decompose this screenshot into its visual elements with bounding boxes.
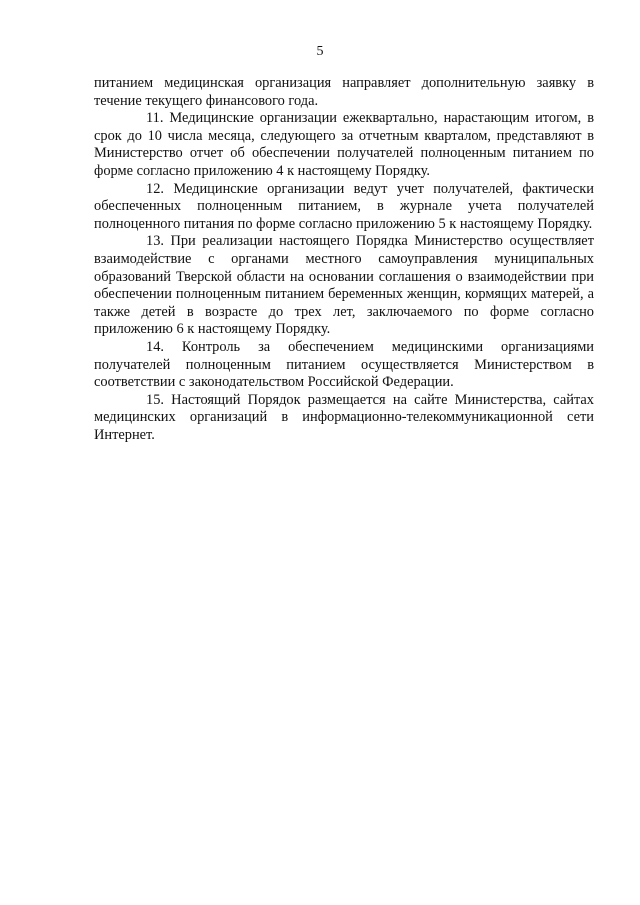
paragraph-continuation: питанием медицинская организация направляет дополнительную заявку в течение текущего финансового года. bbox=[94, 75, 594, 109]
paragraph-item-12: 12. Медицинские организации ведут учет получателей, фактически обеспеченных полноценным питанием, в журнале учета получателей полноценного питания по форме согласно приложению 5 к настоящему Порядку. bbox=[94, 180, 594, 232]
paragraph-item-14: 14. Контроль за обеспечением медицинскими организациями получателей полноценным питанием осуществляется Министерством в соответствии с законодательством Российской Федерации. bbox=[94, 338, 594, 391]
document-body bbox=[94, 75, 594, 444]
paragraph-item-13: 13. При реализации настоящего Порядка Министерство осуществляет взаимодействие с органами местного самоуправления муниципальных образований Тверской области на основании соглашения о взаимодействии при обеспечении полноценным питанием беременных женщин, кормящих матерей, а также детей в возрасте до трех лет, заключаемого по форме согласно приложению 6 к настоящему Порядку. bbox=[94, 233, 594, 338]
paragraph-item-11: 11. Медицинские организации ежеквартально, нарастающим итогом, в срок до 10 числа месяца, следующего за отчетным кварталом, представляют в Министерство отчет об обеспечении получателей полноценным питанием по форме согласно приложению 4 к настоящему Порядку. bbox=[94, 110, 594, 179]
paragraph-item-15: 15. Настоящий Порядок размещается на сайте Министерства, сайтах медицинских организаций в информационно-телекоммуникационной сети Интернет. bbox=[94, 391, 594, 443]
page-number: 5 bbox=[316, 44, 324, 59]
